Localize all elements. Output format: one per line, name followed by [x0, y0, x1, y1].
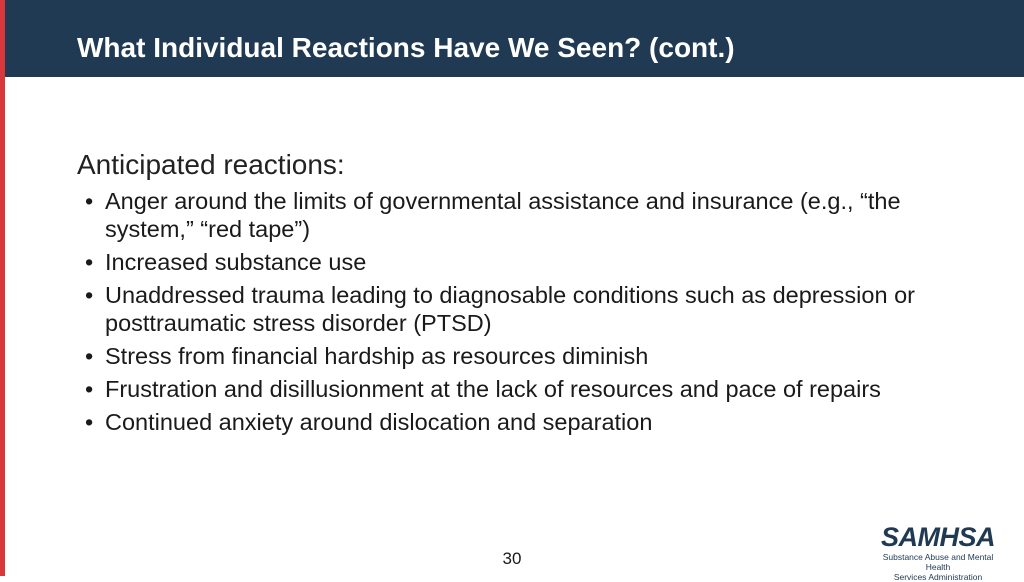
bullet-text: Anger around the limits of governmental assistance and insurance (e.g., “the system,” “red tape”): [105, 188, 901, 242]
bullet-text: Increased substance use: [105, 249, 367, 275]
logo-wordmark: SAMHSA: [880, 522, 995, 552]
logo-subtitle-line2: Services Administration: [893, 572, 983, 582]
bullet-item: [77, 375, 957, 403]
bullet-icon: •: [85, 249, 94, 275]
slide-content: [77, 148, 957, 441]
bullet-icon: •: [85, 282, 94, 308]
slide-title: What Individual Reactions Have We Seen? (cont.): [77, 32, 735, 63]
samhsa-logo: [872, 522, 1004, 582]
bullet-item: [77, 281, 957, 337]
accent-stripe: [0, 0, 5, 576]
bullet-item: [77, 408, 957, 436]
bullet-item: [77, 187, 957, 243]
bullet-text: Continued anxiety around dislocation and separation: [105, 409, 653, 435]
logo-subtitle-line1: Substance Abuse and Mental Health: [882, 552, 994, 572]
bullet-icon: •: [85, 376, 94, 402]
bullet-icon: •: [85, 343, 94, 369]
bullet-icon: •: [85, 409, 94, 435]
bullet-item: [77, 248, 957, 276]
bullet-list: [77, 187, 957, 436]
page-number: 30: [502, 549, 522, 568]
section-heading: Anticipated reactions:: [77, 149, 345, 180]
bullet-text: Stress from financial hardship as resources diminish: [105, 343, 649, 369]
bullet-text: Frustration and disillusionment at the lack of resources and pace of repairs: [105, 376, 881, 402]
bullet-text: Unaddressed trauma leading to diagnosable conditions such as depression or posttraumatic stress disorder (PTSD): [105, 282, 915, 336]
bullet-icon: •: [85, 188, 94, 214]
bullet-item: [77, 342, 957, 370]
